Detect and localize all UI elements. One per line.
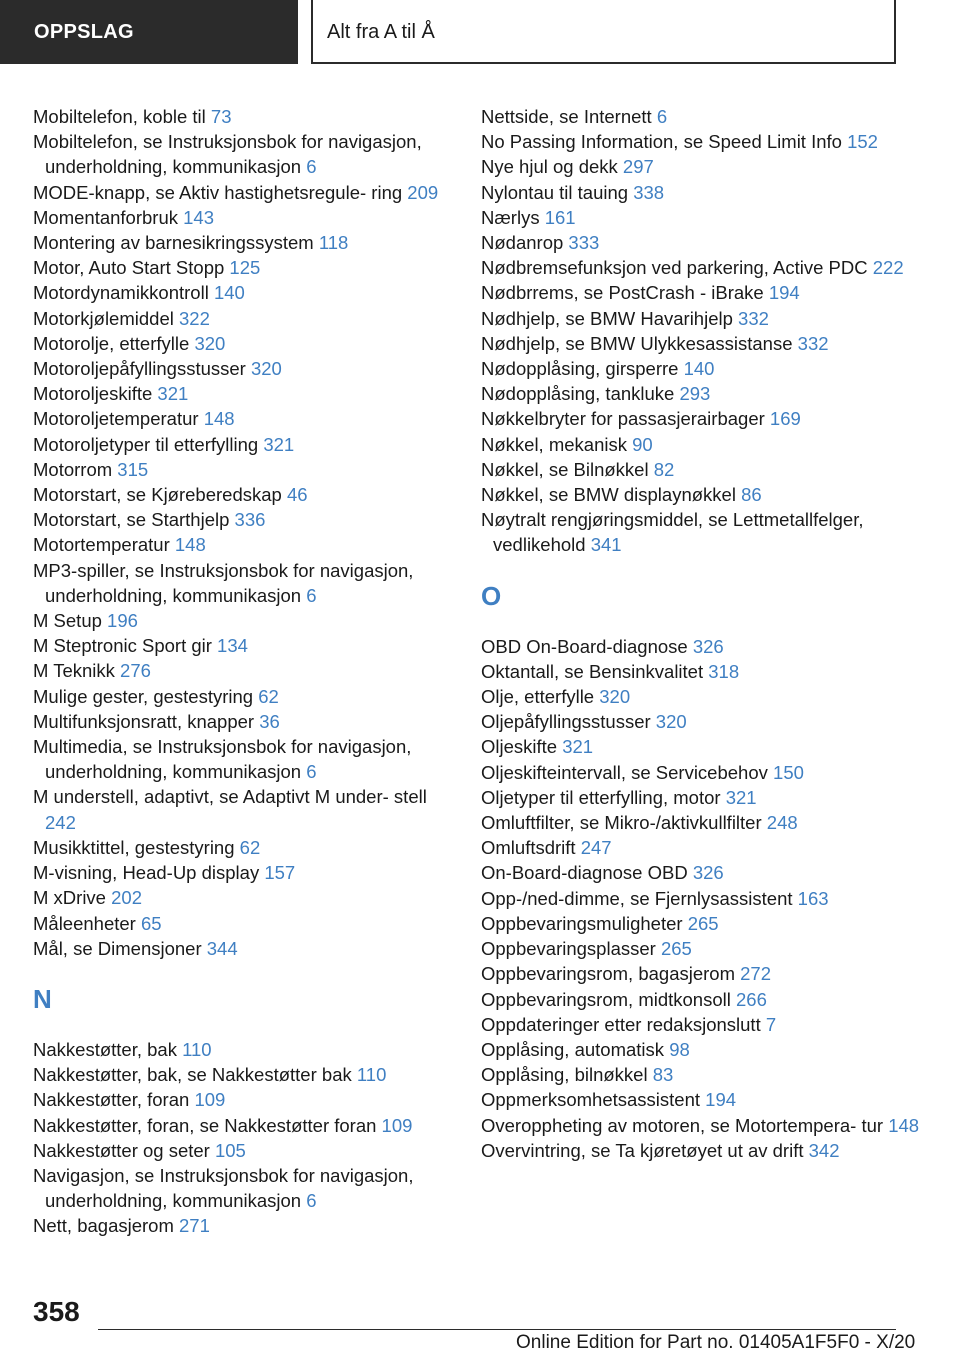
page-reference-link[interactable]: 209 [407,181,439,203]
index-entry [481,709,921,734]
index-entry [33,558,453,608]
entry-text: Nærlys [481,206,545,228]
page-reference-link[interactable]: 242 [45,811,76,833]
entry-text: Oppbevaringsplasser [481,938,661,960]
index-entry [481,634,921,659]
index-entry [481,356,921,381]
page-reference-link[interactable]: 86 [741,484,762,506]
index-entry [33,381,453,406]
index-entry [481,886,921,911]
entry-text: Momentanforbruk [33,206,184,228]
entry-text: Motoroljeskifte [33,383,158,405]
index-entry [481,1062,921,1087]
entry-text: No Passing Information, se Speed Limit Info [481,131,848,153]
index-entry [33,1113,453,1138]
entry-text: Omluftfilter, se Mikro-/aktivkullfilter [481,812,767,834]
page-reference-link[interactable]: 62 [239,836,261,858]
entry-text: Oppbevaringsmuligheter [481,912,688,934]
index-entry [481,104,921,129]
index-group-m [33,104,453,961]
chapter-title: Alt fra A til Å [311,0,896,64]
entry-text: M Teknikk [33,660,121,682]
entry-text: Navigasjon, se Instruksjonsbok for navigasjon, underholdning, kommunikasjon [33,1164,414,1212]
page-reference-link[interactable]: 90 [632,433,653,455]
page-reference-link[interactable]: 194 [768,282,800,304]
index-entry [481,961,921,986]
entry-text: Oljepåfyllingsstusser [481,711,656,733]
entry-text: Nakkestøtter, foran [33,1089,195,1111]
index-entry [481,154,921,179]
page-reference-link[interactable]: 150 [773,761,804,783]
index-entry [33,911,453,936]
page-reference-link[interactable]: 6 [306,156,317,178]
index-entry [33,784,453,834]
section-tab: OPPSLAG [0,0,298,64]
page-reference-link[interactable]: 321 [562,736,594,758]
page-reference-link[interactable]: 148 [203,408,235,430]
page-reference-link[interactable]: 265 [687,912,719,934]
page-reference-link[interactable]: 169 [769,408,801,430]
entry-text: Nakkestøtter og seter [33,1139,215,1161]
page-reference-link[interactable]: 140 [683,358,715,380]
index-entry [33,1062,453,1087]
page-reference-link[interactable]: 73 [210,106,232,127]
page-reference-link[interactable]: 62 [258,685,279,707]
entry-text: Nødopplåsing, girsperre [481,358,684,380]
page-reference-link[interactable]: 163 [797,887,829,909]
index-group-n-right [481,104,921,558]
page-reference-link[interactable]: 140 [213,282,245,304]
page-reference-link[interactable]: 293 [679,383,711,405]
entry-text: Motorolje, etterfylle [33,332,195,354]
entry-text: M xDrive [33,887,112,909]
entry-text: Motoroljetyper til etterfylling [33,433,264,455]
page-reference-link[interactable]: 82 [653,458,675,480]
index-entry [481,1087,921,1112]
entry-text: Nøkkel, se Bilnøkkel [481,458,654,480]
page-reference-link[interactable]: 105 [214,1139,246,1161]
entry-text: M Steptronic Sport gir [33,635,218,657]
index-letter-n: N [33,983,52,1014]
entry-text: Oljeskifteintervall, se Servicebehov [481,761,774,783]
page-reference-link[interactable]: 326 [692,635,724,657]
page-reference-link[interactable]: 6 [306,584,317,606]
entry-text: Oppmerksomhetsassistent [481,1089,706,1111]
index-entry [33,709,453,734]
index-entry [481,860,921,885]
index-entry [33,1163,453,1213]
entry-text: MODE-knapp, se Aktiv hastighetsregule‐ ring [33,181,408,203]
page-reference-link[interactable]: 143 [183,206,214,228]
entry-text: Mål, se Dimensjoner [33,937,207,959]
entry-text: Nødhjelp, se BMW Ulykkesassistanse [481,332,798,354]
entry-text: On-Board-diagnose OBD [481,862,693,884]
entry-text: Nett, bagasjerom [33,1215,180,1237]
entry-text: MP3-spiller, se Instruksjonsbok for navigasjon, underholdning, kommunikasjon [33,559,414,606]
index-entry [481,381,921,406]
entry-text: Motoroljetemperatur [33,408,204,430]
index-entry [33,658,453,683]
page-reference-link[interactable]: 157 [264,862,296,884]
index-entry [33,608,453,633]
entry-text: Nøkkel, se BMW displaynøkkel [481,484,742,506]
entry-text: Nødopplåsing, tankluke [481,383,680,405]
index-entry [33,633,453,658]
page-reference-link[interactable]: 110 [356,1064,387,1086]
page-reference-link[interactable]: 318 [708,660,740,682]
index-entry [33,1213,453,1238]
index-entry [481,129,921,154]
page-reference-link[interactable]: 266 [736,988,767,1010]
entry-text: Motortemperatur [33,534,175,556]
entry-text: Montering av barnesikringssystem [33,232,319,254]
index-entry [33,255,453,280]
index-entry [481,432,921,457]
index-entry [33,180,453,205]
entry-text: Multifunksjonsratt, knapper [33,710,260,732]
index-group-o [481,634,921,1163]
entry-text: Olje, etterfylle [481,686,600,708]
page-reference-link[interactable]: 222 [872,257,904,279]
page-reference-link[interactable]: 315 [117,458,149,480]
page-reference-link[interactable]: 320 [194,332,226,354]
index-entry [33,356,453,381]
page-reference-link[interactable]: 110 [182,1038,212,1060]
page-reference-link[interactable]: 272 [740,963,772,985]
page-reference-link[interactable]: 98 [669,1038,690,1060]
entry-text: Nødanrop [481,232,569,254]
page-reference-link[interactable]: 342 [808,1139,840,1161]
index-entry [33,835,453,860]
entry-text: Nøkkelbryter for passasjerairbager [481,408,770,430]
entry-text: OBD On-Board-diagnose [481,635,693,657]
index-column-right [481,104,921,1163]
index-entry [481,205,921,230]
index-group-n-left [33,1037,453,1239]
page-reference-link[interactable]: 6 [306,761,317,783]
index-entry [481,659,921,684]
entry-text: Nøkkel, mekanisk [481,433,633,455]
entry-text: Måleenheter [33,912,141,934]
entry-text: Mulige gester, gestestyring [33,685,259,707]
index-letter-o: O [481,580,502,611]
page-reference-link[interactable]: 333 [568,232,600,254]
page-reference-link[interactable]: 247 [580,837,612,859]
page-reference-link[interactable]: 36 [259,710,280,732]
entry-text: Nødhjelp, se BMW Havarihjelp [481,307,739,329]
index-entry [33,406,453,431]
page-reference-link[interactable]: 194 [705,1089,737,1111]
index-entry [481,457,921,482]
index-entry [481,331,921,356]
index-entry [481,306,921,331]
entry-text: Motorrom [33,458,118,480]
entry-text: Mobiltelefon, se Instruksjonsbok for navigasjon, underholdning, kommunikasjon [33,131,422,178]
page-reference-link[interactable]: 332 [797,332,829,354]
index-entry [481,255,921,280]
page-reference-link[interactable]: 276 [120,660,151,682]
entry-text: Oppbevaringsrom, midtkonsoll [481,988,736,1010]
index-entry [481,987,921,1012]
index-entry [481,734,921,759]
entry-text: Motordynamikkontroll [33,282,214,304]
page-reference-link[interactable]: 297 [622,156,654,178]
page-reference-link[interactable]: 248 [766,812,798,834]
index-entry [33,684,453,709]
index-entry [481,810,921,835]
index-entry [481,1012,921,1037]
page-reference-link[interactable]: 196 [107,610,138,632]
entry-text: Nøytralt rengjøringsmiddel, se Lettmetallfelger, vedlikehold [481,509,864,556]
page-reference-link[interactable]: 109 [381,1114,413,1136]
index-entry [481,406,921,431]
index-entry [481,482,921,507]
page-reference-link[interactable]: 152 [847,131,878,153]
entry-text: Overvintring, se Ta kjøretøyet ut av drift [481,1139,809,1161]
page-reference-link[interactable]: 336 [234,509,266,531]
page-reference-link[interactable]: 148 [888,1114,920,1136]
entry-text: Opplåsing, bilnøkkel [481,1064,653,1086]
page-reference-link[interactable]: 65 [140,912,162,934]
index-entry [33,457,453,482]
entry-text: Motor, Auto Start Stopp [33,257,230,279]
index-entry [33,331,453,356]
page-reference-link[interactable]: 338 [633,181,665,203]
page-reference-link[interactable]: 322 [179,307,210,329]
entry-text: Omluftsdrift [481,837,581,859]
index-entry [33,432,453,457]
page-reference-link[interactable]: 320 [599,686,631,708]
entry-text: Nakkestøtter, bak [33,1038,183,1060]
page-reference-link[interactable]: 320 [655,711,687,733]
entry-text: Oljetyper til etterfylling, motor [481,786,726,808]
index-entry [33,104,453,129]
index-entry [481,684,921,709]
entry-text: Nylontau til tauing [481,181,634,203]
entry-text: M Setup [33,610,108,632]
index-entry [33,230,453,255]
page-reference-link[interactable]: 161 [544,206,576,228]
index-entry [481,911,921,936]
index-entry [481,936,921,961]
page-reference-link[interactable]: 344 [206,937,238,959]
page-reference-link[interactable]: 326 [692,862,724,884]
index-entry [481,1113,921,1138]
page-reference-link[interactable]: 7 [765,1013,777,1035]
entry-text: Motorstart, se Starthjelp [33,509,235,531]
entry-text: Oljeskifte [481,736,563,758]
index-entry [33,885,453,910]
entry-text: Musikktittel, gestestyring [33,836,240,858]
entry-text: Oktantall, se Bensinkvalitet [481,660,709,682]
page-reference-link[interactable]: 271 [179,1215,210,1237]
entry-text: Oppdateringer etter redaksjonslutt [481,1013,766,1035]
page-reference-link[interactable]: 332 [738,307,769,329]
index-entry [33,482,453,507]
index-entry [33,306,453,331]
page-reference-link[interactable]: 321 [725,786,757,808]
page-reference-link[interactable]: 265 [660,938,692,960]
entry-text: Motoroljepåfyllingsstusser [33,358,251,380]
page-reference-link[interactable]: 6 [656,106,668,127]
index-entry [33,1087,453,1112]
entry-text: Nettside, se Internett [481,106,657,127]
entry-text: Oppbevaringsrom, bagasjerom [481,963,741,985]
index-entry [33,507,453,532]
index-entry [33,936,453,961]
page-number: 358 [33,1296,80,1327]
edition-note: Online Edition for Part no. 01405A1F5F0 - X/20 [516,1332,916,1353]
index-entry [481,230,921,255]
index-entry [33,280,453,305]
page-reference-link[interactable]: 83 [652,1064,674,1086]
footer-divider [98,1329,896,1330]
entry-text: M understell, adaptivt, se Adaptivt M under‐ stell [33,786,427,808]
entry-text: Opplåsing, automatisk [481,1038,670,1060]
page-reference-link[interactable]: 125 [229,257,261,279]
page-reference-link[interactable]: 321 [157,383,189,405]
index-entry [481,1037,921,1062]
entry-text: M-visning, Head-Up display [33,862,265,884]
entry-text: Motorkjølemiddel [33,307,179,329]
entry-text: Nakkestøtter, foran, se Nakkestøtter foran [33,1114,382,1136]
index-entry [33,205,453,230]
index-entry [481,507,921,557]
index-entry [33,532,453,557]
index-entry [481,280,921,305]
index-entry [481,180,921,205]
page-header [0,0,960,64]
index-column-left [33,104,453,1239]
entry-text: Motorstart, se Kjøreberedskap [33,484,287,506]
index-entry [481,1138,921,1163]
index-entry [33,1138,453,1163]
entry-text: Mobiltelefon, koble til [33,106,211,127]
page-reference-link[interactable]: 320 [250,358,282,380]
index-entry [481,760,921,785]
page-reference-link[interactable]: 118 [318,232,349,254]
index-entry [33,1037,453,1062]
index-entry [33,860,453,885]
entry-text: Multimedia, se Instruksjonsbok for navigasjon, underholdning, kommunikasjon [33,736,412,783]
index-entry [481,835,921,860]
entry-text: Nødbrrems, se PostCrash - iBrake [481,282,769,304]
index-entry [33,734,453,784]
page-reference-link[interactable]: 148 [174,534,206,556]
entry-text: Opp-/ned-dimme, se Fjernlysassistent [481,887,798,909]
index-entry [481,785,921,810]
page-reference-link[interactable]: 109 [194,1089,226,1111]
page-reference-link[interactable]: 6 [306,1190,317,1212]
page-reference-link[interactable]: 202 [111,887,142,909]
entry-text: Overoppheting av motoren, se Motortempera‐ tur [481,1114,889,1136]
page-reference-link[interactable]: 341 [590,534,622,556]
entry-text: Nakkestøtter, bak, se Nakkestøtter bak [33,1064,357,1086]
entry-text: Nødbremsefunksjon ved parkering, Active PDC [481,257,873,279]
index-entry [33,129,453,179]
page-reference-link[interactable]: 46 [286,484,308,506]
page-reference-link[interactable]: 321 [263,433,295,455]
entry-text: Nye hjul og dekk [481,156,623,178]
page-reference-link[interactable]: 134 [217,635,248,657]
